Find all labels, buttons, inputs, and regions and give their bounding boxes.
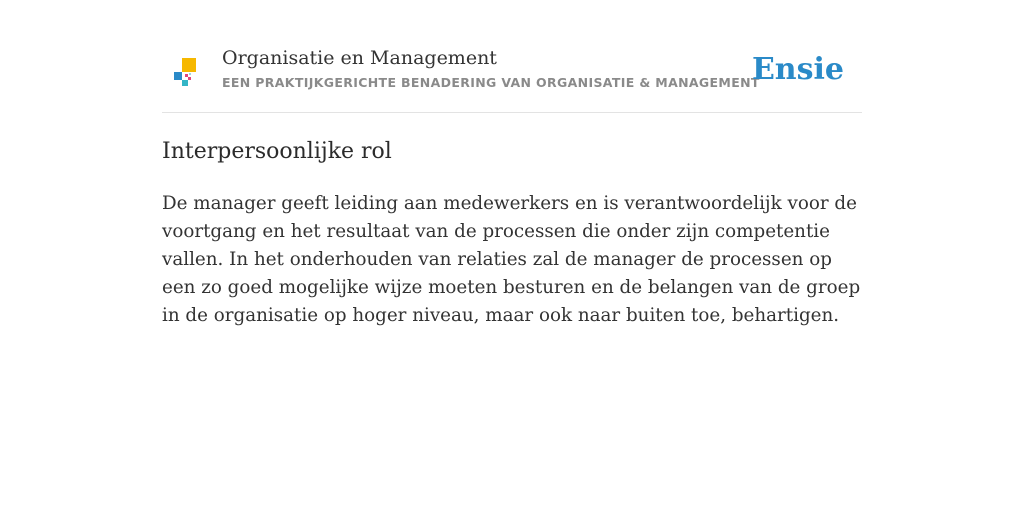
- site-header: [162, 0, 862, 113]
- ensie-brand-logo[interactable]: Ensie: [751, 52, 844, 87]
- article-title: Interpersoonlijke rol: [162, 139, 392, 164]
- site-subtitle: EEN PRAKTIJKGERICHTE BENADERING VAN ORGANISATIE & MANAGEMENT: [222, 75, 760, 90]
- colored-squares-logo-icon[interactable]: [174, 58, 198, 88]
- site-title[interactable]: Organisatie en Management: [222, 47, 497, 69]
- article: [162, 136, 862, 330]
- article-body: De manager geeft leiding aan medewerkers en is verantwoordelijk voor de voortgang en het resultaat van de processen die onder zijn competentie vallen. In het onderhouden van relaties zal de manager de processen op een zo goed mogelijke wijze moeten besturen en de belangen van de groep in de organisatie op hoger niveau, maar ook naar buiten toe, behartigen.: [162, 193, 861, 326]
